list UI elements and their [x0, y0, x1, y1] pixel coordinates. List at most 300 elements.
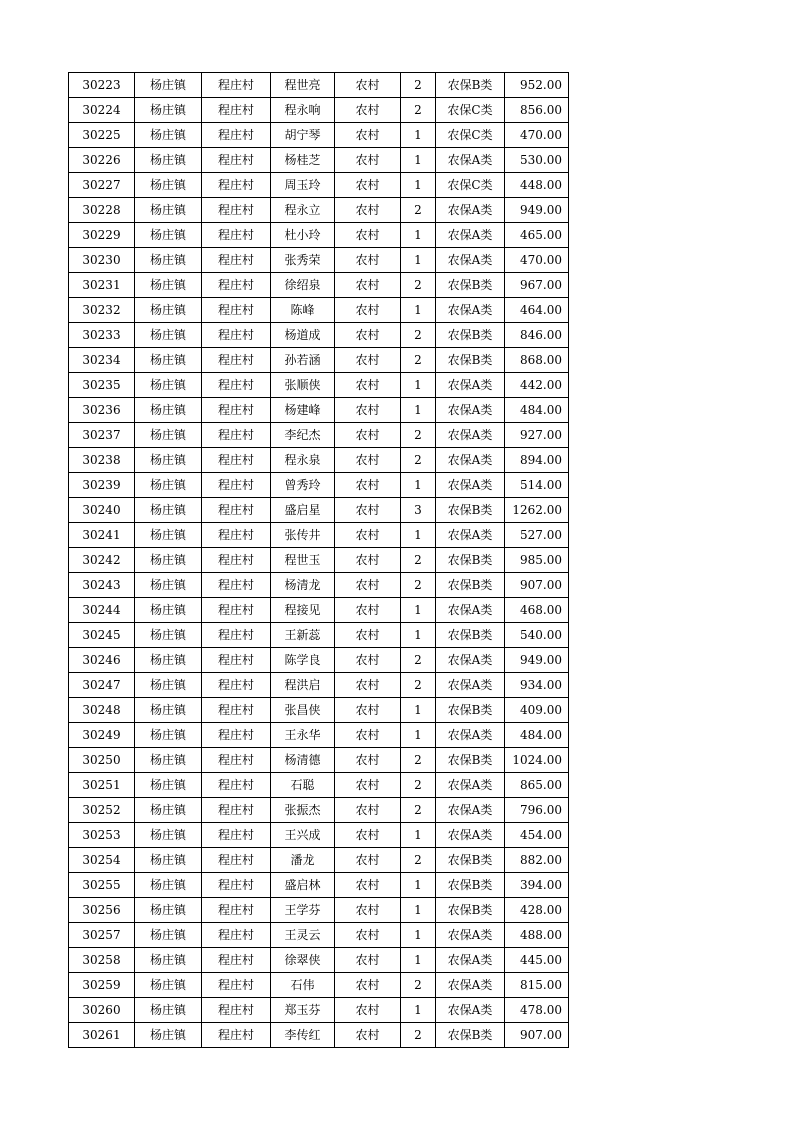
category-cell: 农保C类: [436, 98, 505, 123]
category-cell: 农保B类: [436, 748, 505, 773]
village-cell: 程庄村: [202, 1023, 271, 1048]
amount-cell: 445.00: [505, 948, 569, 973]
type-cell: 农村: [335, 173, 401, 198]
town-cell: 杨庄镇: [135, 498, 202, 523]
name-cell: 杨道成: [271, 323, 335, 348]
count-cell: 2: [401, 748, 436, 773]
village-cell: 程庄村: [202, 123, 271, 148]
town-cell: 杨庄镇: [135, 623, 202, 648]
town-cell: 杨庄镇: [135, 223, 202, 248]
count-cell: 2: [401, 98, 436, 123]
id-cell: 30246: [69, 648, 135, 673]
village-cell: 程庄村: [202, 323, 271, 348]
town-cell: 杨庄镇: [135, 873, 202, 898]
town-cell: 杨庄镇: [135, 798, 202, 823]
table-row: [69, 648, 569, 673]
village-cell: 程庄村: [202, 223, 271, 248]
village-cell: 程庄村: [202, 273, 271, 298]
id-cell: 30258: [69, 948, 135, 973]
amount-cell: 540.00: [505, 623, 569, 648]
id-cell: 30241: [69, 523, 135, 548]
table-row: [69, 273, 569, 298]
category-cell: 农保A类: [436, 148, 505, 173]
type-cell: 农村: [335, 998, 401, 1023]
count-cell: 2: [401, 798, 436, 823]
count-cell: 1: [401, 223, 436, 248]
amount-cell: 796.00: [505, 798, 569, 823]
town-cell: 杨庄镇: [135, 273, 202, 298]
count-cell: 1: [401, 298, 436, 323]
village-cell: 程庄村: [202, 623, 271, 648]
type-cell: 农村: [335, 123, 401, 148]
category-cell: 农保B类: [436, 848, 505, 873]
amount-cell: 927.00: [505, 423, 569, 448]
amount-cell: 470.00: [505, 248, 569, 273]
type-cell: 农村: [335, 1023, 401, 1048]
category-cell: 农保C类: [436, 173, 505, 198]
name-cell: 程接见: [271, 598, 335, 623]
village-cell: 程庄村: [202, 998, 271, 1023]
village-cell: 程庄村: [202, 498, 271, 523]
village-cell: 程庄村: [202, 773, 271, 798]
town-cell: 杨庄镇: [135, 698, 202, 723]
count-cell: 1: [401, 148, 436, 173]
name-cell: 程永泉: [271, 448, 335, 473]
count-cell: 2: [401, 323, 436, 348]
table-row: [69, 923, 569, 948]
town-cell: 杨庄镇: [135, 598, 202, 623]
table-row: [69, 498, 569, 523]
id-cell: 30256: [69, 898, 135, 923]
id-cell: 30260: [69, 998, 135, 1023]
category-cell: 农保B类: [436, 323, 505, 348]
table-row: [69, 873, 569, 898]
category-cell: 农保A类: [436, 923, 505, 948]
amount-cell: 428.00: [505, 898, 569, 923]
category-cell: 农保B类: [436, 1023, 505, 1048]
category-cell: 农保B类: [436, 898, 505, 923]
village-cell: 程庄村: [202, 748, 271, 773]
amount-cell: 856.00: [505, 98, 569, 123]
village-cell: 程庄村: [202, 173, 271, 198]
count-cell: 2: [401, 423, 436, 448]
id-cell: 30231: [69, 273, 135, 298]
name-cell: 徐绍泉: [271, 273, 335, 298]
id-cell: 30244: [69, 598, 135, 623]
name-cell: 程永立: [271, 198, 335, 223]
type-cell: 农村: [335, 873, 401, 898]
town-cell: 杨庄镇: [135, 423, 202, 448]
count-cell: 2: [401, 198, 436, 223]
amount-cell: 484.00: [505, 723, 569, 748]
id-cell: 30236: [69, 398, 135, 423]
town-cell: 杨庄镇: [135, 348, 202, 373]
town-cell: 杨庄镇: [135, 73, 202, 98]
table-row: [69, 323, 569, 348]
amount-cell: 865.00: [505, 773, 569, 798]
village-cell: 程庄村: [202, 248, 271, 273]
name-cell: 王永华: [271, 723, 335, 748]
table-row: [69, 723, 569, 748]
town-cell: 杨庄镇: [135, 848, 202, 873]
town-cell: 杨庄镇: [135, 198, 202, 223]
amount-cell: 454.00: [505, 823, 569, 848]
id-cell: 30237: [69, 423, 135, 448]
category-cell: 农保A类: [436, 373, 505, 398]
type-cell: 农村: [335, 248, 401, 273]
village-cell: 程庄村: [202, 523, 271, 548]
name-cell: 程永响: [271, 98, 335, 123]
name-cell: 王灵云: [271, 923, 335, 948]
id-cell: 30250: [69, 748, 135, 773]
town-cell: 杨庄镇: [135, 173, 202, 198]
id-cell: 30227: [69, 173, 135, 198]
amount-cell: 394.00: [505, 873, 569, 898]
town-cell: 杨庄镇: [135, 248, 202, 273]
type-cell: 农村: [335, 848, 401, 873]
count-cell: 2: [401, 773, 436, 798]
id-cell: 30257: [69, 923, 135, 948]
id-cell: 30249: [69, 723, 135, 748]
id-cell: 30254: [69, 848, 135, 873]
category-cell: 农保B类: [436, 623, 505, 648]
type-cell: 农村: [335, 423, 401, 448]
count-cell: 2: [401, 448, 436, 473]
town-cell: 杨庄镇: [135, 398, 202, 423]
id-cell: 30240: [69, 498, 135, 523]
id-cell: 30245: [69, 623, 135, 648]
type-cell: 农村: [335, 148, 401, 173]
id-cell: 30259: [69, 973, 135, 998]
town-cell: 杨庄镇: [135, 298, 202, 323]
id-cell: 30224: [69, 98, 135, 123]
type-cell: 农村: [335, 223, 401, 248]
category-cell: 农保A类: [436, 998, 505, 1023]
village-cell: 程庄村: [202, 448, 271, 473]
village-cell: 程庄村: [202, 373, 271, 398]
type-cell: 农村: [335, 598, 401, 623]
town-cell: 杨庄镇: [135, 523, 202, 548]
count-cell: 2: [401, 848, 436, 873]
type-cell: 农村: [335, 98, 401, 123]
count-cell: 1: [401, 623, 436, 648]
type-cell: 农村: [335, 698, 401, 723]
amount-cell: 1024.00: [505, 748, 569, 773]
category-cell: 农保B类: [436, 548, 505, 573]
name-cell: 潘龙: [271, 848, 335, 873]
amount-cell: 448.00: [505, 173, 569, 198]
village-cell: 程庄村: [202, 398, 271, 423]
town-cell: 杨庄镇: [135, 98, 202, 123]
town-cell: 杨庄镇: [135, 1023, 202, 1048]
table-row: [69, 623, 569, 648]
town-cell: 杨庄镇: [135, 148, 202, 173]
town-cell: 杨庄镇: [135, 323, 202, 348]
name-cell: 石聪: [271, 773, 335, 798]
village-cell: 程庄村: [202, 698, 271, 723]
id-cell: 30234: [69, 348, 135, 373]
name-cell: 杜小玲: [271, 223, 335, 248]
type-cell: 农村: [335, 773, 401, 798]
name-cell: 李传红: [271, 1023, 335, 1048]
category-cell: 农保B类: [436, 273, 505, 298]
category-cell: 农保A类: [436, 248, 505, 273]
amount-cell: 530.00: [505, 148, 569, 173]
type-cell: 农村: [335, 298, 401, 323]
town-cell: 杨庄镇: [135, 948, 202, 973]
category-cell: 农保A类: [436, 598, 505, 623]
table-row: [69, 198, 569, 223]
town-cell: 杨庄镇: [135, 673, 202, 698]
table-row: [69, 848, 569, 873]
town-cell: 杨庄镇: [135, 448, 202, 473]
name-cell: 王兴成: [271, 823, 335, 848]
table-row: [69, 123, 569, 148]
town-cell: 杨庄镇: [135, 773, 202, 798]
category-cell: 农保A类: [436, 223, 505, 248]
count-cell: 1: [401, 173, 436, 198]
table-row: [69, 73, 569, 98]
table-row: [69, 773, 569, 798]
amount-cell: 949.00: [505, 198, 569, 223]
village-cell: 程庄村: [202, 598, 271, 623]
category-cell: 农保B类: [436, 498, 505, 523]
name-cell: 王新蕊: [271, 623, 335, 648]
amount-cell: 465.00: [505, 223, 569, 248]
type-cell: 农村: [335, 398, 401, 423]
village-cell: 程庄村: [202, 423, 271, 448]
table-row: [69, 148, 569, 173]
table-row: [69, 823, 569, 848]
name-cell: 盛启林: [271, 873, 335, 898]
count-cell: 2: [401, 548, 436, 573]
name-cell: 胡宁琴: [271, 123, 335, 148]
table-row: [69, 573, 569, 598]
category-cell: 农保A类: [436, 948, 505, 973]
id-cell: 30239: [69, 473, 135, 498]
count-cell: 3: [401, 498, 436, 523]
table-row: [69, 1023, 569, 1048]
table-row: [69, 548, 569, 573]
amount-cell: 894.00: [505, 448, 569, 473]
amount-cell: 442.00: [505, 373, 569, 398]
table-row: [69, 948, 569, 973]
type-cell: 农村: [335, 198, 401, 223]
name-cell: 陈峰: [271, 298, 335, 323]
category-cell: 农保B类: [436, 573, 505, 598]
name-cell: 盛启星: [271, 498, 335, 523]
count-cell: 1: [401, 473, 436, 498]
category-cell: 农保B类: [436, 348, 505, 373]
id-cell: 30223: [69, 73, 135, 98]
town-cell: 杨庄镇: [135, 573, 202, 598]
name-cell: 杨桂芝: [271, 148, 335, 173]
count-cell: 1: [401, 398, 436, 423]
table-row: [69, 348, 569, 373]
amount-cell: 478.00: [505, 998, 569, 1023]
village-cell: 程庄村: [202, 348, 271, 373]
town-cell: 杨庄镇: [135, 998, 202, 1023]
table-row: [69, 173, 569, 198]
category-cell: 农保A类: [436, 648, 505, 673]
id-cell: 30251: [69, 773, 135, 798]
id-cell: 30235: [69, 373, 135, 398]
id-cell: 30243: [69, 573, 135, 598]
count-cell: 2: [401, 673, 436, 698]
id-cell: 30252: [69, 798, 135, 823]
category-cell: 农保A类: [436, 673, 505, 698]
count-cell: 1: [401, 823, 436, 848]
id-cell: 30228: [69, 198, 135, 223]
name-cell: 石伟: [271, 973, 335, 998]
category-cell: 农保B类: [436, 698, 505, 723]
type-cell: 农村: [335, 323, 401, 348]
amount-cell: 470.00: [505, 123, 569, 148]
count-cell: 2: [401, 573, 436, 598]
count-cell: 1: [401, 123, 436, 148]
type-cell: 农村: [335, 448, 401, 473]
village-cell: 程庄村: [202, 73, 271, 98]
count-cell: 1: [401, 598, 436, 623]
category-cell: 农保A类: [436, 448, 505, 473]
table-row: [69, 423, 569, 448]
id-cell: 30261: [69, 1023, 135, 1048]
village-cell: 程庄村: [202, 873, 271, 898]
type-cell: 农村: [335, 898, 401, 923]
id-cell: 30242: [69, 548, 135, 573]
village-cell: 程庄村: [202, 98, 271, 123]
id-cell: 30248: [69, 698, 135, 723]
name-cell: 杨清德: [271, 748, 335, 773]
id-cell: 30226: [69, 148, 135, 173]
name-cell: 曾秀玲: [271, 473, 335, 498]
category-cell: 农保A类: [436, 823, 505, 848]
amount-cell: 409.00: [505, 698, 569, 723]
count-cell: 2: [401, 648, 436, 673]
name-cell: 张秀荣: [271, 248, 335, 273]
category-cell: 农保B类: [436, 73, 505, 98]
type-cell: 农村: [335, 623, 401, 648]
village-cell: 程庄村: [202, 298, 271, 323]
town-cell: 杨庄镇: [135, 648, 202, 673]
town-cell: 杨庄镇: [135, 748, 202, 773]
table-row: [69, 448, 569, 473]
village-cell: 程庄村: [202, 723, 271, 748]
table-row: [69, 98, 569, 123]
town-cell: 杨庄镇: [135, 923, 202, 948]
village-cell: 程庄村: [202, 948, 271, 973]
name-cell: 程世玉: [271, 548, 335, 573]
table-body: [69, 73, 569, 1048]
category-cell: 农保B类: [436, 873, 505, 898]
amount-cell: 949.00: [505, 648, 569, 673]
id-cell: 30229: [69, 223, 135, 248]
amount-cell: 952.00: [505, 73, 569, 98]
count-cell: 2: [401, 973, 436, 998]
name-cell: 张振杰: [271, 798, 335, 823]
count-cell: 1: [401, 998, 436, 1023]
table-row: [69, 998, 569, 1023]
town-cell: 杨庄镇: [135, 548, 202, 573]
table-row: [69, 248, 569, 273]
amount-cell: 934.00: [505, 673, 569, 698]
type-cell: 农村: [335, 648, 401, 673]
id-cell: 30238: [69, 448, 135, 473]
category-cell: 农保A类: [436, 973, 505, 998]
table-row: [69, 748, 569, 773]
id-cell: 30225: [69, 123, 135, 148]
amount-cell: 484.00: [505, 398, 569, 423]
category-cell: 农保A类: [436, 423, 505, 448]
amount-cell: 846.00: [505, 323, 569, 348]
table-row: [69, 673, 569, 698]
category-cell: 农保A类: [436, 723, 505, 748]
name-cell: 张昌侠: [271, 698, 335, 723]
name-cell: 周玉玲: [271, 173, 335, 198]
type-cell: 农村: [335, 473, 401, 498]
village-cell: 程庄村: [202, 973, 271, 998]
count-cell: 1: [401, 523, 436, 548]
amount-cell: 468.00: [505, 598, 569, 623]
type-cell: 农村: [335, 948, 401, 973]
id-cell: 30233: [69, 323, 135, 348]
name-cell: 李纪杰: [271, 423, 335, 448]
amount-cell: 985.00: [505, 548, 569, 573]
category-cell: 农保A类: [436, 773, 505, 798]
table-row: [69, 223, 569, 248]
village-cell: 程庄村: [202, 548, 271, 573]
type-cell: 农村: [335, 573, 401, 598]
category-cell: 农保A类: [436, 298, 505, 323]
type-cell: 农村: [335, 373, 401, 398]
type-cell: 农村: [335, 723, 401, 748]
village-cell: 程庄村: [202, 673, 271, 698]
amount-cell: 464.00: [505, 298, 569, 323]
town-cell: 杨庄镇: [135, 823, 202, 848]
name-cell: 杨清龙: [271, 573, 335, 598]
count-cell: 1: [401, 898, 436, 923]
type-cell: 农村: [335, 798, 401, 823]
type-cell: 农村: [335, 498, 401, 523]
village-cell: 程庄村: [202, 848, 271, 873]
name-cell: 郑玉芬: [271, 998, 335, 1023]
name-cell: 徐翠侠: [271, 948, 335, 973]
village-cell: 程庄村: [202, 648, 271, 673]
type-cell: 农村: [335, 73, 401, 98]
id-cell: 30255: [69, 873, 135, 898]
town-cell: 杨庄镇: [135, 723, 202, 748]
name-cell: 程世亮: [271, 73, 335, 98]
name-cell: 杨建峰: [271, 398, 335, 423]
name-cell: 王学芬: [271, 898, 335, 923]
name-cell: 陈学良: [271, 648, 335, 673]
category-cell: 农保A类: [436, 798, 505, 823]
id-cell: 30253: [69, 823, 135, 848]
type-cell: 农村: [335, 748, 401, 773]
count-cell: 1: [401, 248, 436, 273]
name-cell: 程洪启: [271, 673, 335, 698]
table-row: [69, 598, 569, 623]
village-cell: 程庄村: [202, 148, 271, 173]
count-cell: 2: [401, 273, 436, 298]
amount-cell: 815.00: [505, 973, 569, 998]
amount-cell: 514.00: [505, 473, 569, 498]
category-cell: 农保A类: [436, 198, 505, 223]
amount-cell: 907.00: [505, 573, 569, 598]
count-cell: 1: [401, 948, 436, 973]
town-cell: 杨庄镇: [135, 123, 202, 148]
data-table: [68, 72, 569, 1048]
